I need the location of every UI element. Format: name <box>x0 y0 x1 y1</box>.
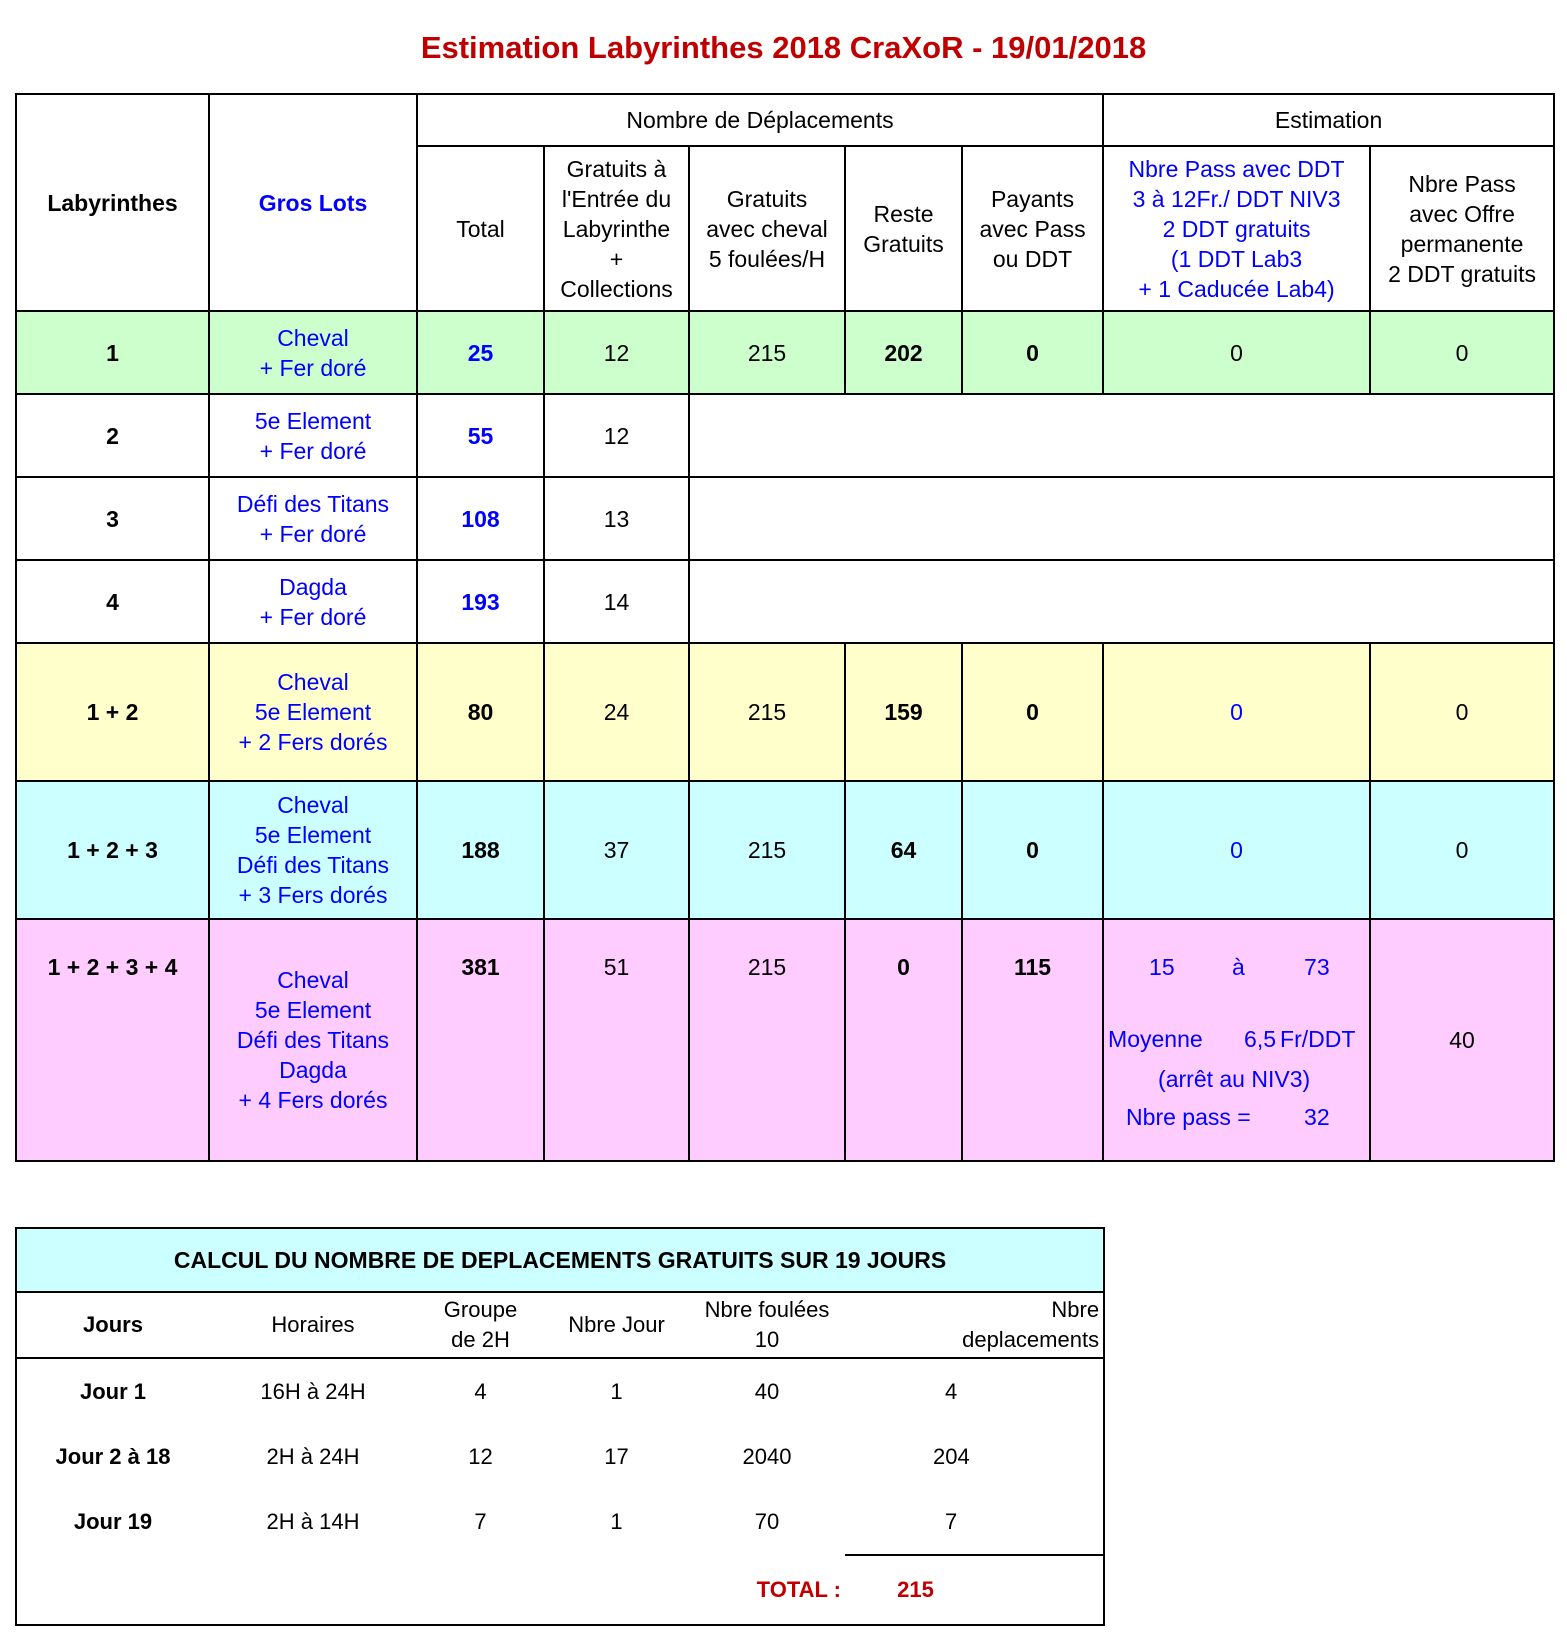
header-nombre-deplacements: Nombre de Déplacements <box>417 94 1103 146</box>
header-gratuits-cheval: Gratuits avec cheval 5 foulées/H <box>689 146 845 311</box>
header-labyrinthes: Labyrinthes <box>16 94 209 311</box>
header-total: Total <box>417 146 544 311</box>
table-row: 1 + 2 + 3 + 4 Cheval 5e Element Défi des Titans Dagda + 4 Fers dorés 381 51 215 0 115 15 à 73 Moyenne 6,5 Fr/DDT (arrêt au NIV3) Nbre pass = 32 40 <box>16 919 1554 1161</box>
table-row: 1 + 2 + 3 Cheval 5e Element Défi des Titans + 3 Fers dorés 188 37 215 64 0 0 0 <box>16 781 1554 919</box>
gros-lots-cell: Cheval + Fer doré <box>209 311 417 394</box>
empty-area <box>689 477 1554 560</box>
gros-lots-cell: Défi des Titans + Fer doré <box>209 477 417 560</box>
header-nbre-pass-offre: Nbre Pass avec Offre permanente 2 DDT gratuits <box>1370 146 1554 311</box>
estimation-table <box>15 93 1555 1162</box>
calc-row: Jour 1 16H à 24H 4 1 40 4 <box>79 1378 958 1404</box>
empty-area <box>689 560 1554 643</box>
table-row: 1 Cheval + Fer doré 25 12 215 202 0 0 0 <box>16 311 1554 394</box>
calc-row: Jour 2 à 18 2H à 24H 12 17 2040 204 <box>55 1443 970 1469</box>
header-nbre-pass-ddt: Nbre Pass avec DDT 3 à 12Fr./ DDT NIV3 2 DDT gratuits (1 DDT Lab3 + 1 Caducée Lab4) <box>1103 146 1370 311</box>
gros-lots-cell: Dagda + Fer doré <box>209 560 417 643</box>
calc-row: Jour 19 2H à 14H 7 1 70 7 <box>73 1508 958 1534</box>
table-row: 2 5e Element + Fer doré 55 12 <box>16 394 1554 477</box>
table-row: 3 Défi des Titans + Fer doré 108 13 <box>16 477 1554 560</box>
gros-lots-cell: Cheval 5e Element + 2 Fers dorés <box>209 643 417 781</box>
table-row: 1 + 2 Cheval 5e Element + 2 Fers dorés 80 24 215 159 0 0 0 <box>16 643 1554 781</box>
total-value: 215 <box>845 1555 1104 1625</box>
table-row: 4 Dagda + Fer doré 193 14 <box>16 560 1554 643</box>
header-payants: Payants avec Pass ou DDT <box>962 146 1103 311</box>
gros-lots-cell: 5e Element + Fer doré <box>209 394 417 477</box>
page-title: Estimation Labyrinthes 2018 CraXoR - 19/01/2018 <box>420 30 1147 65</box>
header-gros-lots: Gros Lots <box>209 94 417 311</box>
total-label: TOTAL : <box>756 1576 841 1602</box>
calcul-table: CALCUL DU NOMBRE DE DEPLACEMENTS GRATUITS SUR 19 JOURS Jours Horaires Groupe de 2H Nbre Jour Nbre foulées 10 Nbre deplacements Jour 1 16H à 24H 4 1 40 4 Jour 2 à 18 2H à 24H 12 17 2040 204 Jour 19 2H à 14H 7 1 70 7 TOTAL : 215 <box>15 1227 1105 1626</box>
pass-ddt-estimate: 15 à 73 Moyenne 6,5 Fr/DDT (arrêt au NIV3) Nbre pass = 32 <box>1103 919 1370 1161</box>
calc-title: CALCUL DU NOMBRE DE DEPLACEMENTS GRATUITS SUR 19 JOURS <box>16 1228 1104 1292</box>
header-gratuits-entree: Gratuits à l'Entrée du Labyrinthe + Collections <box>544 146 689 311</box>
header-reste-gratuits: Reste Gratuits <box>845 146 962 311</box>
empty-area <box>689 394 1554 477</box>
header-estimation: Estimation <box>1103 94 1554 146</box>
gros-lots-cell: Cheval 5e Element Défi des Titans Dagda + 4 Fers dorés <box>209 919 417 1161</box>
gros-lots-cell: Cheval 5e Element Défi des Titans + 3 Fers dorés <box>209 781 417 919</box>
